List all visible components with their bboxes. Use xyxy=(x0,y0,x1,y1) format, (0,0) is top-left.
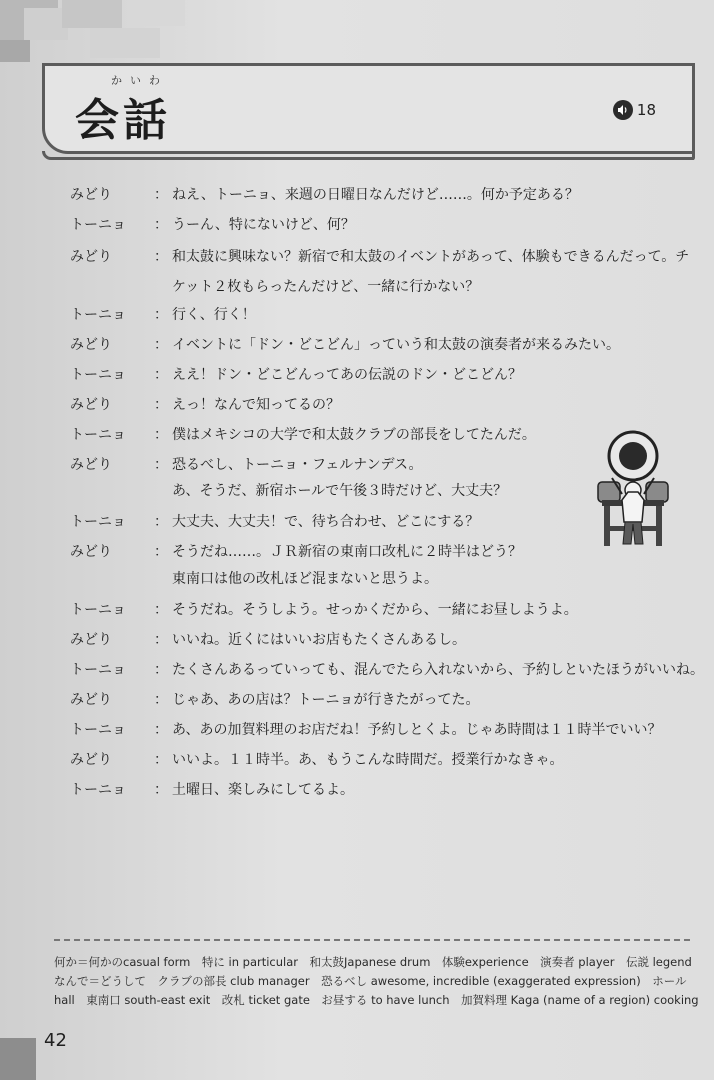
title-ruby: かいわ xyxy=(111,74,168,87)
line-text: いいよ。１１時半。あ、もうこんな時間だ。授業行かなきゃ。 xyxy=(172,752,564,768)
track-number: 18 xyxy=(636,101,656,119)
line-text: 和太鼓に興味ない？新宿で和太鼓のイベントがあって、体験もできるんだって。チケット２枚もらったんだけど、一緒に行かない？ xyxy=(172,249,690,295)
line-text: 大丈夫、大丈夫！で、待ち合わせ、どこにする？ xyxy=(172,514,480,530)
line-text: 恐るべし、トーニョ・フェルナンデス。 xyxy=(172,457,423,473)
speaker-name: トーニョ xyxy=(70,307,126,323)
separator: ： xyxy=(154,187,168,203)
speaker-name: トーニョ xyxy=(70,514,126,530)
separator: ： xyxy=(154,632,168,648)
page-number: 42 xyxy=(44,1030,67,1051)
line-text: あ、そうだ、新宿ホールで午後３時だけど、大丈夫？ xyxy=(172,483,508,499)
speaker-name: トーニョ xyxy=(70,367,126,383)
speaker-name: みどり xyxy=(70,544,112,560)
separator: ： xyxy=(154,782,168,798)
corner-pattern xyxy=(0,0,190,64)
speaker-name: トーニョ xyxy=(70,782,126,798)
line-text: 行く、行く！ xyxy=(172,307,256,323)
line-text: いいね。近くにはいいお店もたくさんあるし。 xyxy=(172,632,466,648)
speaker-name: みどり xyxy=(70,187,112,203)
separator: ： xyxy=(154,662,168,678)
line-text: 東南口は他の改札ほど混まないと思うよ。 xyxy=(172,571,438,587)
separator: ： xyxy=(154,337,168,353)
speaker-name: トーニョ xyxy=(70,722,126,738)
line-text: 土曜日、楽しみにしてるよ。 xyxy=(172,782,354,798)
line-text: あ、あの加賀料理のお店だね！予約しとくよ。じゃあ時間は１１時半でいい？ xyxy=(172,722,662,738)
separator: ： xyxy=(154,602,168,618)
line-text: 僕はメキシコの大学で和太鼓クラブの部長をしてたんだ。 xyxy=(172,427,536,443)
separator: ： xyxy=(154,249,168,265)
separator: ： xyxy=(154,722,168,738)
speaker-name: みどり xyxy=(70,692,112,708)
separator: ： xyxy=(154,427,168,443)
speaker-icon[interactable] xyxy=(613,100,633,120)
taiko-drummer-illustration xyxy=(592,430,674,555)
separator: ： xyxy=(154,367,168,383)
page-tab-band xyxy=(0,1038,36,1080)
separator: ： xyxy=(154,544,168,560)
separator: ： xyxy=(154,217,168,233)
line-text: そうだね。そうしよう。せっかくだから、一緒にお昼しようよ。 xyxy=(172,602,578,618)
separator: ： xyxy=(154,397,168,413)
line-text: じゃあ、あの店は？トーニョが行きたがってた。 xyxy=(172,692,480,708)
vocab-row: なんで＝どうして クラブの部長 club manager 恐るべし awesome, incredible (exaggerated expression) ホール xyxy=(54,974,687,988)
line-text: イベントに「ドン・どこどん」っていう和太鼓の演奏者が来るみたい。 xyxy=(172,337,620,353)
vocab-divider xyxy=(54,939,690,941)
speaker-name: トーニョ xyxy=(70,602,126,618)
separator: ： xyxy=(154,752,168,768)
speaker-name: みどり xyxy=(70,397,112,413)
speaker-name: みどり xyxy=(70,457,112,473)
speaker-name: トーニョ xyxy=(70,217,126,233)
line-text: そうだね……。ＪＲ新宿の東南口改札に２時半はどう？ xyxy=(172,544,522,560)
line-text: ねえ、トーニョ、来週の日曜日なんだけど……。何か予定ある？ xyxy=(172,187,579,203)
separator: ： xyxy=(154,307,168,323)
line-text: うーん、特にないけど、何？ xyxy=(172,217,355,233)
speaker-name: みどり xyxy=(70,752,112,768)
audio-track[interactable] xyxy=(613,100,656,120)
line-text: ええ！ドン・どこどんってあの伝説のドン・どこどん？ xyxy=(172,367,522,383)
vocab-row: hall 東南口 south-east exit 改札 ticket gate お昼する to have lunch 加賀料理 Kaga (name of a region) cooking xyxy=(54,993,699,1007)
vocabulary-list xyxy=(54,953,699,1010)
separator: ： xyxy=(154,692,168,708)
separator: ： xyxy=(154,514,168,530)
vocab-row: 何か＝何かのcasual form 特に in particular 和太鼓Japanese drum 体験experience 演奏者 player 伝説 legend xyxy=(54,955,692,969)
line-text: たくさんあるっていっても、混んでたら入れないから、予約しといたほうがいいね。 xyxy=(172,662,704,678)
page-title: 会話 xyxy=(75,95,171,146)
speaker-name: みどり xyxy=(70,337,112,353)
separator: ： xyxy=(154,457,168,473)
title-box xyxy=(42,63,695,154)
speaker-name: トーニョ xyxy=(70,662,126,678)
speaker-name: みどり xyxy=(70,249,112,265)
speaker-name: みどり xyxy=(70,632,112,648)
line-text: えっ！なんで知ってるの？ xyxy=(172,397,340,413)
speaker-name: トーニョ xyxy=(70,427,126,443)
